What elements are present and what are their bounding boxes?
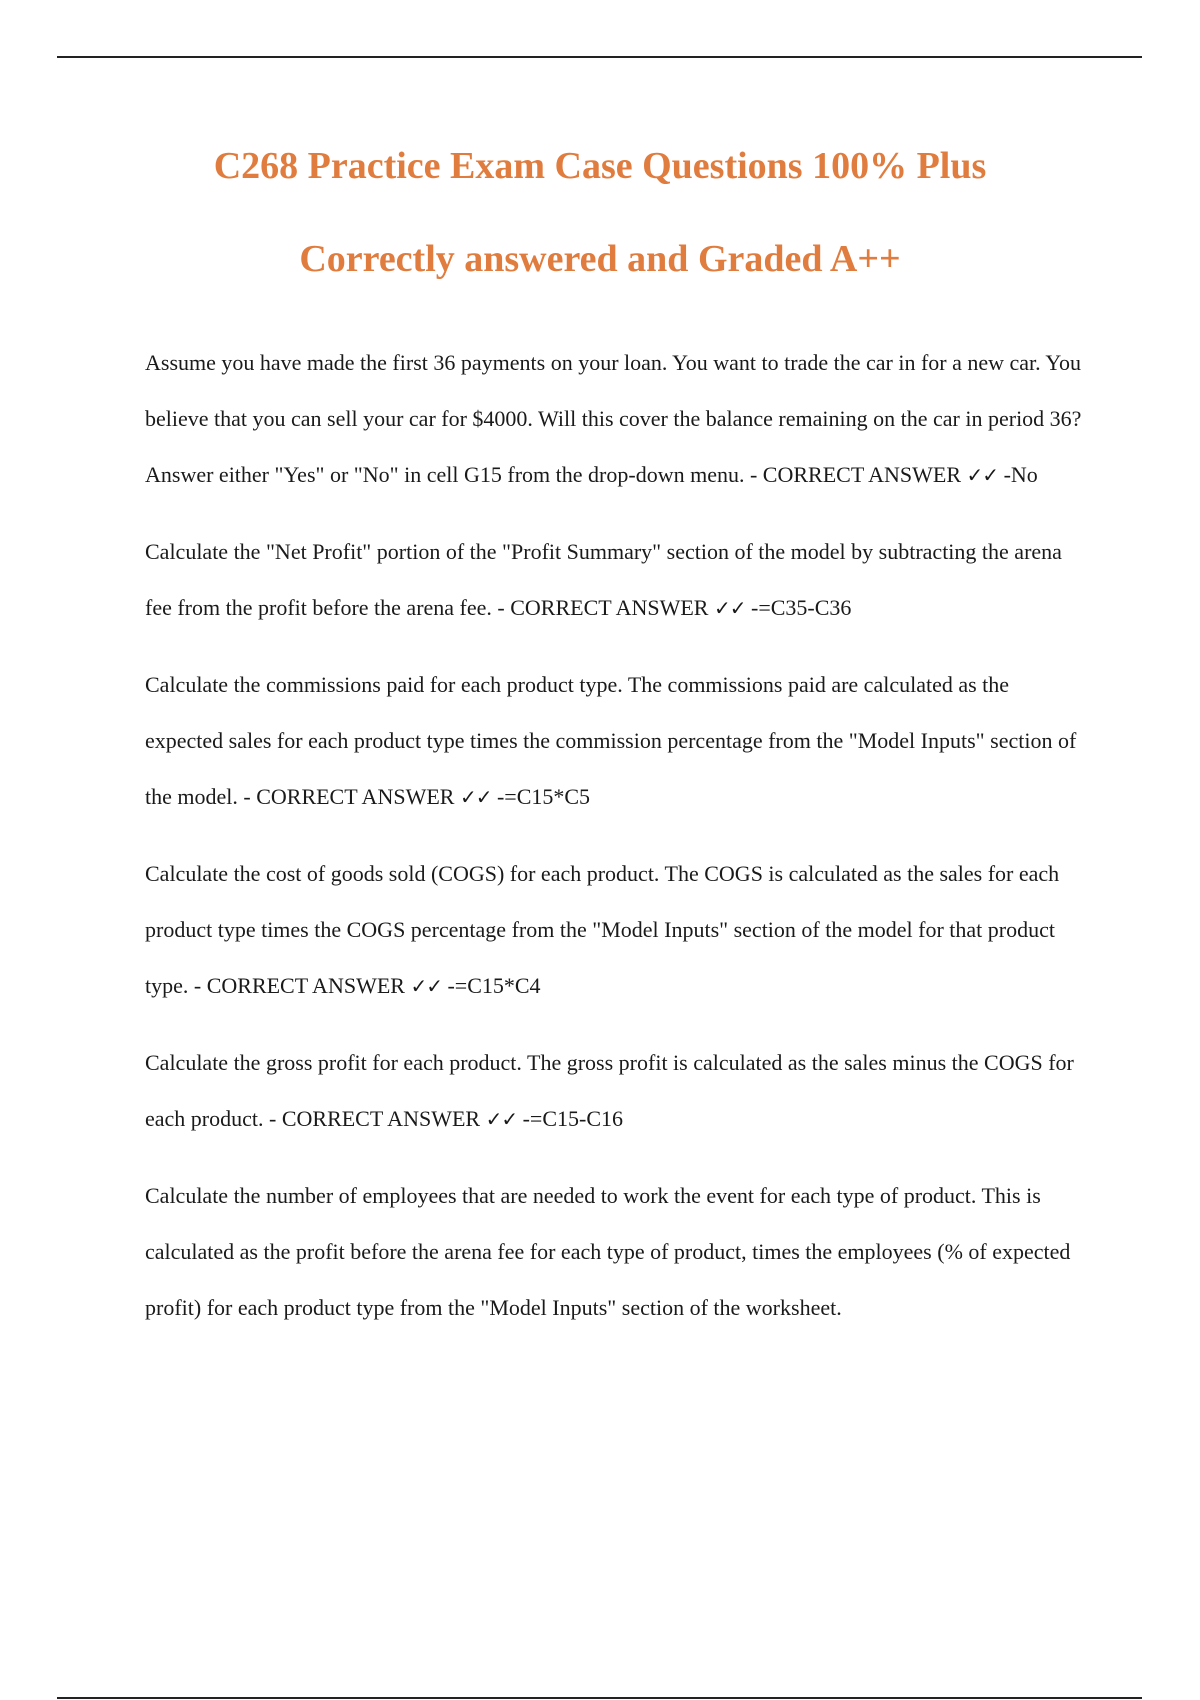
question-text: Calculate the commissions paid for each product type. The commissions paid are calculated as the expected sales for each product type times the commission percentage from the "Model Inputs" section of the model. - xyxy=(145,672,1077,809)
final-paragraph: Calculate the number of employees that are needed to work the event for each type of product. This is calculated as the profit before the arena fee for each type of product, times the employees (% of expected profit) for each product type from the "Model Inputs" section of the worksheet. xyxy=(145,1183,1071,1320)
answer-value: -=C15*C5 xyxy=(496,784,591,809)
page-title-line-2: Correctly answered and Graded A++ xyxy=(299,238,901,280)
answer-value: -=C35-C36 xyxy=(751,595,852,620)
answer-label: CORRECT ANSWER xyxy=(281,1106,481,1131)
qa-item xyxy=(145,657,1090,825)
bottom-rule xyxy=(57,1697,1142,1699)
page-title-line-1: C268 Practice Exam Case Questions 100% Plus xyxy=(213,145,987,187)
answer-label: CORRECT ANSWER xyxy=(510,595,709,620)
qa-item xyxy=(145,1035,1090,1147)
question-text: Assume you have made the first 36 payments on your loan. You want to trade the car in for a new car. You believe that you can sell your car for $4000. Will this cover the balance remaining on the car in period 36? Answer either "Yes" or "No" in cell G15 from the drop-down menu. - xyxy=(145,350,1082,487)
double-check-icon: ✓✓ xyxy=(410,974,442,998)
question-text: Calculate the "Net Profit" portion of the "Profit Summary" section of the model by subtracting the arena fee from the profit before the arena fee. - xyxy=(145,539,1062,620)
double-check-icon: ✓✓ xyxy=(459,785,492,809)
top-rule xyxy=(57,56,1142,58)
answer-value: -No xyxy=(1003,462,1038,487)
double-check-icon: ✓✓ xyxy=(713,596,746,620)
answer-value: -=C15*C4 xyxy=(447,973,541,998)
double-check-icon: ✓✓ xyxy=(485,1107,518,1131)
question-text: Calculate the cost of goods sold (COGS) for each product. The COGS is calculated as the sales for each product type times the COGS percentage from the "Model Inputs" section of the model for that product type. - xyxy=(145,861,1060,998)
qa-item xyxy=(145,335,1090,503)
question-text: Calculate the gross profit for each product. The gross profit is calculated as the sales minus the COGS for each product. - xyxy=(145,1050,1074,1131)
answer-label: CORRECT ANSWER xyxy=(256,784,455,809)
qa-item xyxy=(145,846,1090,1014)
answer-value: -=C15-C16 xyxy=(522,1106,624,1131)
answer-label: CORRECT ANSWER xyxy=(762,462,962,487)
double-check-icon: ✓✓ xyxy=(966,463,999,487)
qa-list xyxy=(145,335,1090,1336)
qa-item xyxy=(145,524,1090,636)
answer-label: CORRECT ANSWER xyxy=(206,973,405,998)
